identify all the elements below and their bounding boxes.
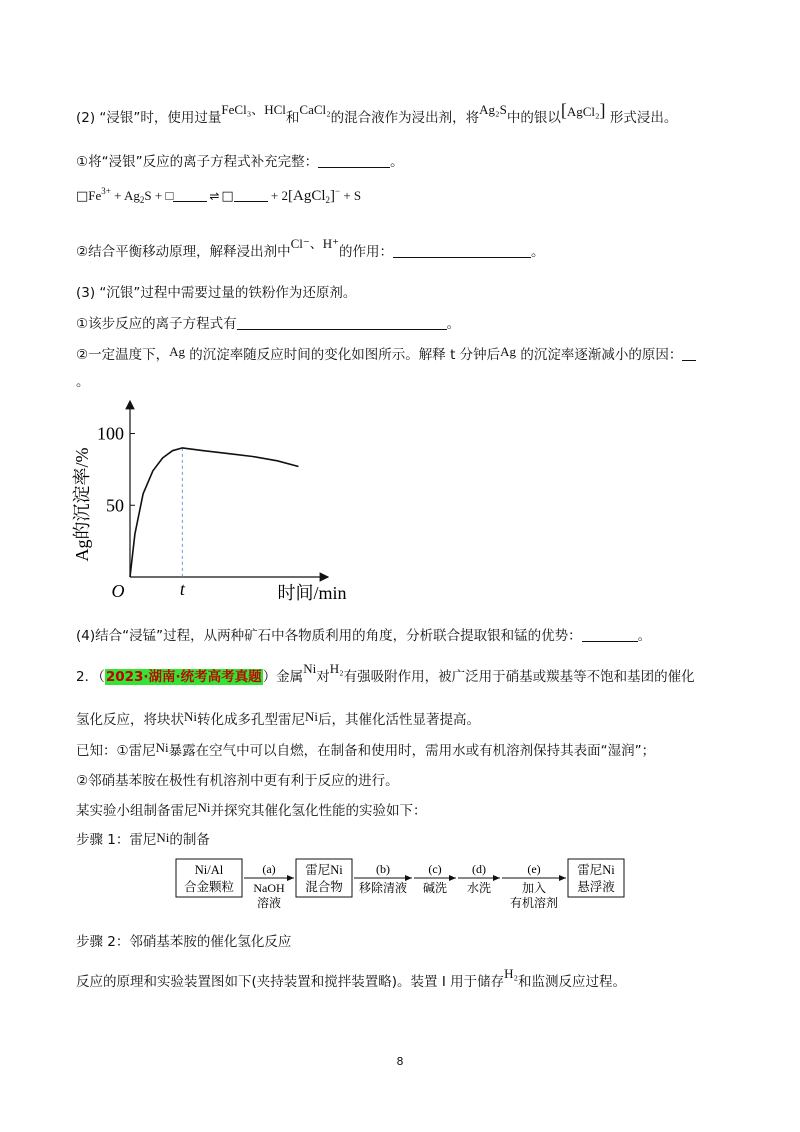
q2-intro-line: [76, 100, 678, 128]
alkali-wash-label: 碱洗: [422, 881, 448, 895]
water-wash-label: 水洗: [466, 881, 492, 895]
page-number: 8: [396, 1055, 404, 1068]
solution-label: 溶液: [256, 896, 282, 910]
answer-blank-2[interactable]: [393, 243, 531, 258]
ni-symbol-2: Ni: [184, 709, 197, 724]
remove-supernatant-label: 移除清液: [358, 881, 408, 895]
x-axis-label: 时间/min: [277, 583, 347, 603]
q3-title: (3) “沉银”过程中需要过量的铁粉作为还原剂。: [76, 285, 357, 301]
question-number: 2．（: [76, 669, 105, 685]
q3-item1: [76, 314, 460, 334]
ni-symbol-6: Ni: [156, 830, 170, 845]
coef-box-2[interactable]: □: [221, 189, 234, 204]
answer-blank[interactable]: [318, 153, 390, 168]
q2-intro-mid2: 中的银以: [506, 110, 561, 126]
flow-box1-line2: 合金颗粒: [183, 880, 235, 894]
reactant-blank[interactable]: [173, 187, 207, 202]
ion-equation: [76, 181, 361, 210]
agcl2-charge: −: [335, 186, 341, 196]
agcl2-bracket-formula: [AgCl₂]: [560, 100, 606, 120]
q5-rest: 有强吸附作用，被广泛用于硝基或羰基等不饱和基团的催化: [343, 669, 695, 685]
s-plus-box: S + □: [144, 188, 174, 203]
step-d-label: (d): [472, 862, 486, 876]
group-prefix: 某实验小组制备雷尼: [76, 803, 198, 819]
ag2s-formula: Ag₂S: [479, 102, 507, 117]
q5-close: ）金属: [262, 669, 304, 685]
ni-symbol-5: Ni: [197, 800, 211, 815]
q5-line2-suffix: 后，其催化活性显著提高。: [318, 712, 480, 728]
step-e-label: (e): [527, 862, 541, 876]
dui-text: 对: [316, 669, 330, 685]
plus-s: + S: [340, 188, 362, 203]
agcl2-complex: [AgCl: [288, 188, 326, 204]
principle-prefix: 反应的原理和实验装置图如下(夹持装置和搅拌装置略)。装置 I 用于储存: [76, 974, 505, 990]
q2-item1-text: ①将“浸银”反应的离子方程式补充完整：: [76, 154, 319, 170]
fe-charge: 3+: [101, 186, 111, 196]
coef-box[interactable]: □: [76, 189, 89, 204]
flow-box3-line1: 雷尼Ni: [577, 863, 615, 877]
principle-suffix: 和监测反应过程。: [518, 974, 627, 990]
flow-box3-line2: 悬浮液: [577, 880, 615, 894]
q2-intro-mid: 的混合液作为浸出剂，将: [330, 110, 480, 126]
q3-item1-text: ①该步反应的离子方程式有: [76, 316, 237, 332]
and-text: 和: [285, 110, 300, 126]
cacl2-formula: CaCl₂: [299, 102, 331, 117]
step1-line: [76, 830, 210, 850]
ag-symbol-2: Ag: [500, 344, 517, 359]
question-2-header: [76, 661, 695, 687]
q2-intro-prefix: (2) “浸银”时，使用过量: [76, 110, 222, 126]
q3-item2-mid: 的沉淀率随反应时间的变化如图所示。解释 t 分钟后: [185, 347, 501, 363]
q3-item2-end: 。: [76, 374, 90, 390]
ni-symbol-3: Ni: [305, 709, 318, 724]
flow-box1-line1: Ni/Al: [194, 863, 224, 877]
principle-line: [76, 966, 627, 992]
ni-symbol-4: Ni: [155, 740, 169, 755]
h2-symbol-2: H₂: [504, 966, 519, 981]
q2-item2-prefix: ②结合平衡移动原理，解释浸出剂中: [76, 244, 291, 260]
precipitation-curve: [130, 448, 299, 577]
q3-item2: [76, 345, 696, 365]
step-c-label: (c): [428, 862, 442, 876]
q4-text: (4)结合“浸锰”过程，从两种矿石中各物质利用的角度，分析联合提取银和锰的优势：: [76, 628, 582, 644]
answer-blank-3[interactable]: [237, 315, 447, 330]
period-2: 。: [531, 244, 545, 260]
step1-prefix: 步骤 1：雷尼: [76, 832, 157, 848]
h2-symbol: H₂: [329, 661, 344, 676]
answer-blank-5[interactable]: [582, 627, 638, 642]
product-blank[interactable]: [234, 187, 268, 202]
equilibrium-arrow-icon: ⇌: [209, 189, 220, 203]
known-2: ②邻硝基苯胺在极性有机溶剂中更有利于反应的进行。: [76, 773, 399, 789]
q4-line: [76, 626, 651, 646]
ag-symbol: Ag: [169, 344, 185, 359]
origin-label: O: [111, 581, 125, 601]
flow-box2-line1: 雷尼Ni: [305, 863, 343, 877]
exam-source-tag[interactable]: 2023·湖南·统考高考真题: [105, 669, 262, 685]
plus-ag2s: + Ag: [110, 188, 140, 203]
y-tick-label: 100: [97, 423, 124, 444]
ag-precipitation-chart: [60, 395, 350, 610]
q2-item1: [76, 152, 404, 172]
group-suffix: 并探究其催化氢化性能的实验如下：: [210, 803, 427, 819]
known1-prefix: 已知：①雷尼: [76, 743, 156, 759]
q3-item2-prefix: ②一定温度下，: [76, 347, 170, 363]
period: 。: [390, 154, 404, 170]
agcl2-subscript: 2: [325, 195, 331, 205]
y-axis-label: Ag的沉淀率/%: [72, 447, 92, 562]
fe-ion: Fe: [88, 188, 102, 203]
step1-suffix: 的制备: [169, 832, 210, 848]
period-5: 。: [637, 628, 652, 644]
organic-solvent-label: 有机溶剂: [509, 896, 559, 910]
q3-item2-suffix: 的沉淀率逐渐减小的原因：: [516, 347, 683, 363]
step-b-label: (b): [376, 862, 390, 876]
ni-symbol: Ni: [303, 661, 317, 676]
q2-item2: [76, 236, 545, 262]
answer-blank-4[interactable]: [682, 346, 696, 361]
add-label: 加入: [521, 881, 547, 895]
q5-line2-prefix: 氢化反应，将块状: [76, 712, 184, 728]
ag2s-subscript: 2: [139, 195, 145, 205]
known-1: [76, 741, 655, 761]
question-2-line2: [76, 710, 480, 730]
plus-two: + 2: [267, 188, 289, 203]
q5-line2-mid: 转化成多孔型雷尼: [197, 712, 305, 728]
raney-ni-flow-diagram: [170, 855, 630, 917]
step-a-label: (a): [262, 862, 276, 876]
known1-suffix: 暴露在空气中可以自燃，在制备和使用时，需用水或有机溶剂保持其表面“湿润”；: [168, 743, 656, 759]
step2-line: 步骤 2：邻硝基苯胺的催化氢化反应: [76, 934, 292, 950]
t-label: t: [179, 579, 185, 599]
flow-box2-line2: 混合物: [305, 880, 343, 894]
group-line: [76, 801, 427, 821]
q2-item2-suffix: 的作用：: [339, 244, 394, 260]
fecl3-hcl-formula: FeCl₃、HCl: [221, 102, 286, 117]
naoh-label: NaOH: [253, 881, 285, 895]
agcl2-bracket-close: ]: [330, 188, 336, 204]
period-3: 。: [446, 316, 461, 332]
y-tick-label: 50: [106, 495, 124, 516]
cl-h-ions: Cl⁻、H⁺: [290, 236, 340, 251]
q2-intro-suffix: 形式浸出。: [605, 110, 678, 126]
